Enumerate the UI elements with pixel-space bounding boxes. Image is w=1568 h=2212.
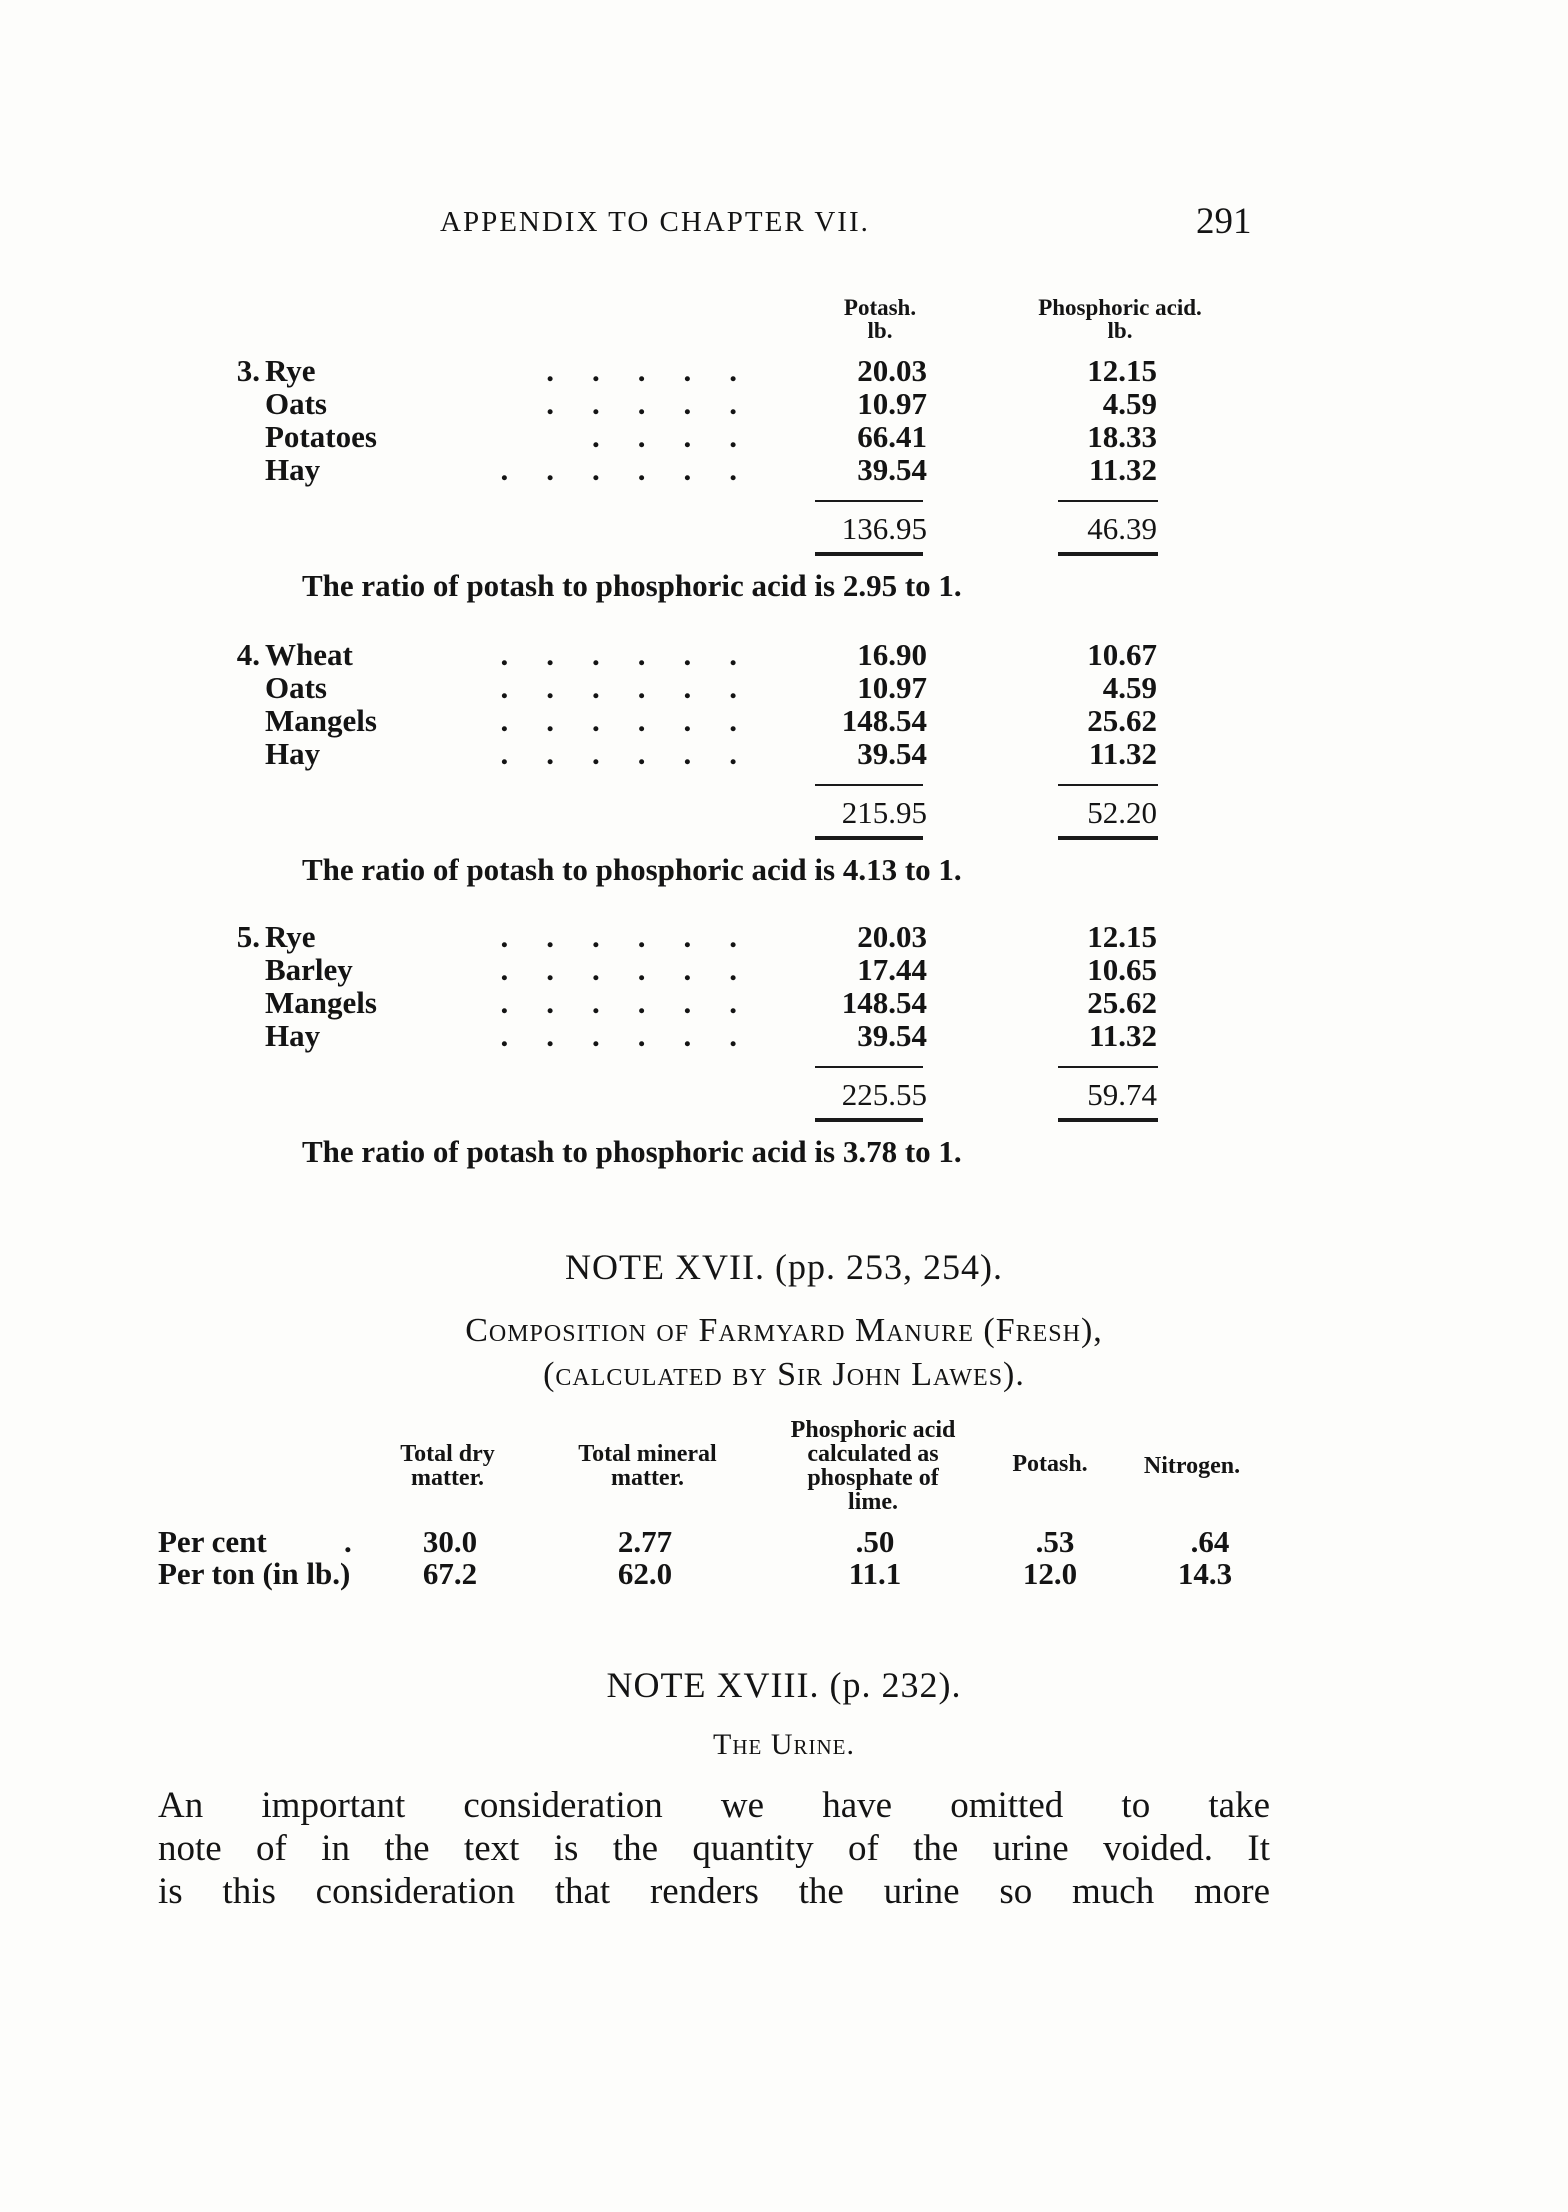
manure-value: 67.2 — [422, 1556, 478, 1591]
leader-dots: ...... — [500, 919, 775, 954]
manure-row-label: Per ton (in lb.) — [158, 1556, 351, 1591]
potash-value: 20.03 — [857, 353, 927, 388]
note-xvii-caption: Composition of Farmyard Manure (Fresh), — [465, 1312, 1103, 1349]
manure-column-header: Nitrogen. — [1143, 1453, 1241, 1479]
note-xviii-caption: The Urine. — [713, 1728, 855, 1761]
crop-name: Oats — [265, 386, 327, 421]
manure-value: 14.3 — [1177, 1556, 1233, 1591]
crop-name: Hay — [265, 452, 321, 487]
potash-value: 148.54 — [841, 985, 927, 1020]
crop-name: Rye — [265, 353, 316, 388]
potash-value: 10.97 — [857, 670, 927, 705]
phosphoric-acid-total: 52.20 — [1087, 795, 1157, 830]
column-header-name: Potash. — [843, 295, 917, 320]
crop-name: Mangels — [265, 985, 377, 1020]
ratio-text: The ratio of potash to phosphoric acid is 3.78 to 1. — [302, 1134, 962, 1169]
leader-dots: ...... — [500, 736, 775, 771]
potash-value: 39.54 — [857, 736, 927, 771]
column-header-name: Phosphoric acid. — [1038, 295, 1202, 320]
phosphoric-acid-total: 59.74 — [1087, 1077, 1157, 1112]
rotation-number: 5. — [236, 919, 260, 954]
manure-row-label: Per cent — [158, 1524, 267, 1559]
total-rule — [815, 552, 923, 556]
total-rule — [1058, 552, 1158, 556]
manure-value: 12.0 — [1022, 1556, 1078, 1591]
manure-value: 11.1 — [848, 1556, 902, 1591]
manure-value: 30.0 — [422, 1524, 478, 1559]
manure-column-header — [540, 1442, 755, 1490]
sum-rule — [815, 1066, 923, 1068]
total-rule — [1058, 1118, 1158, 1122]
sum-rule — [815, 500, 923, 502]
total-rule — [815, 836, 923, 840]
crop-name: Potatoes — [265, 419, 377, 454]
paragraph-line: note of in the text is the quantity of the urine voided. It — [158, 1828, 1270, 1869]
potash-value: 39.54 — [857, 452, 927, 487]
potash-value: 10.97 — [857, 386, 927, 421]
phosphoric-acid-value: 25.62 — [1087, 985, 1157, 1020]
manure-column-header — [365, 1442, 530, 1490]
phosphoric-acid-value: 12.15 — [1087, 353, 1157, 388]
leader-dots: ...... — [500, 637, 775, 672]
manure-value: .53 — [1035, 1524, 1075, 1559]
phosphoric-acid-total: 46.39 — [1087, 511, 1157, 546]
leader-dots: ..... — [546, 386, 775, 421]
potash-total: 136.95 — [841, 511, 927, 546]
manure-column-header: Potash. — [1012, 1451, 1088, 1477]
crop-name: Wheat — [265, 637, 353, 672]
phosphoric-acid-value: 10.67 — [1087, 637, 1157, 672]
phosphoric-acid-value: 18.33 — [1087, 419, 1157, 454]
manure-value: 2.77 — [617, 1524, 673, 1559]
leader-dots: ...... — [500, 452, 775, 487]
note-xviii-title: NOTE XVIII. (p. 232). — [606, 1665, 962, 1705]
note-xvii-title: NOTE XVII. (pp. 253, 254). — [565, 1247, 1003, 1287]
sum-rule — [815, 784, 923, 786]
leader-dots: .... — [592, 419, 775, 454]
note-xvii-caption-sub: (calculated by Sir John Lawes). — [543, 1356, 1025, 1393]
potash-value: 39.54 — [857, 1018, 927, 1053]
column-header-unit: lb. — [1107, 318, 1133, 343]
leader-dots: ...... — [500, 670, 775, 705]
paragraph-line: An important consideration we have omitted to take — [158, 1785, 1270, 1826]
manure-value: .50 — [855, 1524, 895, 1559]
leader-dots: ...... — [500, 952, 775, 987]
crop-name: Rye — [265, 919, 316, 954]
column-header-line: Phosphoric acid — [790, 1417, 956, 1443]
column-header-potash — [810, 296, 950, 342]
rotation-number: 3. — [236, 353, 260, 388]
potash-value: 17.44 — [857, 952, 927, 987]
crop-name: Barley — [265, 952, 353, 987]
potash-value: 148.54 — [841, 703, 927, 738]
phosphoric-acid-value: 12.15 — [1087, 919, 1157, 954]
column-header-line: phosphate of — [807, 1465, 939, 1491]
potash-total: 215.95 — [841, 795, 927, 830]
crop-name: Oats — [265, 670, 327, 705]
phosphoric-acid-value: 11.32 — [1088, 452, 1157, 487]
sum-rule — [1058, 1066, 1158, 1068]
ratio-text: The ratio of potash to phosphoric acid is 2.95 to 1. — [302, 568, 962, 603]
leader-dots: ...... — [500, 1018, 775, 1053]
leader-dots: ..... — [546, 353, 775, 388]
paragraph — [158, 1784, 1270, 1913]
sum-rule — [1058, 784, 1158, 786]
column-header-unit: lb. — [867, 318, 893, 343]
potash-value: 20.03 — [857, 919, 927, 954]
crop-name: Mangels — [265, 703, 377, 738]
total-rule — [815, 1118, 923, 1122]
column-header-line: matter. — [610, 1465, 685, 1491]
crop-name: Hay — [265, 736, 321, 771]
paragraph-line: is this consideration that renders the urine so much more — [158, 1871, 1270, 1912]
leader-dot: . — [344, 1524, 352, 1559]
phosphoric-acid-value: 4.59 — [1102, 670, 1157, 705]
crop-name: Hay — [265, 1018, 321, 1053]
column-header-line: calculated as — [807, 1441, 939, 1467]
total-rule — [1058, 836, 1158, 840]
page-number: 291 — [1196, 201, 1252, 242]
potash-value: 16.90 — [857, 637, 927, 672]
sum-rule — [1058, 500, 1158, 502]
column-header-line: matter. — [410, 1465, 485, 1491]
manure-value: .64 — [1190, 1524, 1230, 1559]
leader-dots: ...... — [500, 703, 775, 738]
ratio-text: The ratio of potash to phosphoric acid is 4.13 to 1. — [302, 852, 962, 887]
phosphoric-acid-value: 10.65 — [1087, 952, 1157, 987]
column-header-phosphoric-acid — [990, 296, 1250, 342]
column-header-line: lime. — [848, 1489, 898, 1515]
manure-value: 62.0 — [617, 1556, 673, 1591]
column-header-line: Total mineral — [578, 1441, 717, 1467]
phosphoric-acid-value: 11.32 — [1088, 1018, 1157, 1053]
phosphoric-acid-value: 25.62 — [1087, 703, 1157, 738]
rotation-number: 4. — [236, 637, 260, 672]
phosphoric-acid-value: 11.32 — [1088, 736, 1157, 771]
potash-value: 66.41 — [857, 419, 927, 454]
phosphoric-acid-value: 4.59 — [1102, 386, 1157, 421]
column-header-line: Total dry — [400, 1441, 495, 1467]
potash-total: 225.55 — [841, 1077, 927, 1112]
running-head: APPENDIX TO CHAPTER VII. — [440, 206, 870, 238]
leader-dots: ...... — [500, 985, 775, 1020]
manure-column-header — [738, 1418, 1008, 1514]
